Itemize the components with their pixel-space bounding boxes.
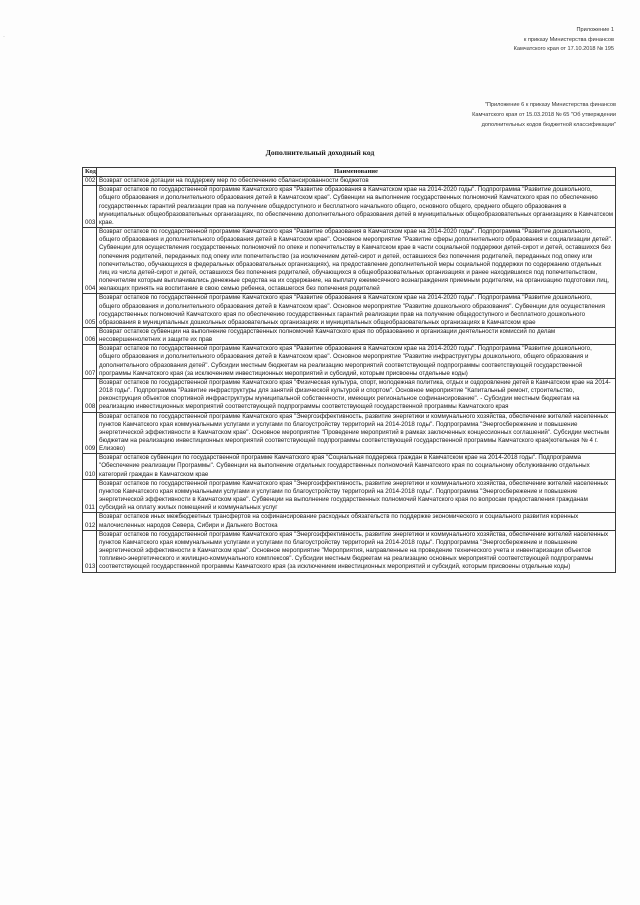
table-row <box>83 186 616 228</box>
row-code: 011 <box>83 479 97 513</box>
row-name: Возврат остатков по государственной программе Камчатского края "Развитие образования в Камчатском крае на 2014-2020 годы". Подпрограмма "Развитие дошкольного, общего образования и дополнительного образования детей в Камчатском крае". Основное мероприятие "Развитие инфраструктуры дошкольного, общего образования и дополнительного образования детей". Субсидии местным бюджетам на реализацию мероприятий соответствующей подпрограммы соответствующей государственной программы Камчатского края (за исключением инвестиционных мероприятий и субсидий, которым присвоены отдельные коды) <box>97 345 616 379</box>
row-code: 002 <box>83 177 97 186</box>
table-row <box>83 454 616 479</box>
row-code: 013 <box>83 530 97 572</box>
row-code: 005 <box>83 294 97 328</box>
table-row <box>83 345 616 379</box>
row-name: Возврат остатков субвенции на выполнение государственных полномочий Камчатского края по образованию и организации деятельности комиссий по делам несовершеннолетних и защите их прав <box>97 327 616 344</box>
row-code: 006 <box>83 327 97 344</box>
table-row <box>83 177 616 186</box>
scan-mark: · <box>3 34 5 40</box>
appendix-line-1: Приложение 1 <box>576 27 614 33</box>
table-body <box>83 177 616 572</box>
table-row <box>83 479 616 513</box>
table-row <box>83 412 616 454</box>
appendix-line-2: к приказу Министерства финансов <box>523 36 614 43</box>
column-header-name: Наименование <box>97 168 616 177</box>
reference-line-3: дополнительных кодов бюджетной классификации" <box>481 122 616 128</box>
row-name: Возврат остатков субвенции по государственной программе Камчатского края "Социальная поддержка граждан в Камчатском крае на 2014-2018 годы". Подпрограмма "Обеспечение реализации Программы". Субвенции на выполнение отдельных государственных полномочий Камчатского края по социальному обслуживанию отдельных категорий граждан в Камчатском крае <box>97 454 616 479</box>
row-name: Возврат остатков по государственной программе Камчатского края "Развитие образования в Камчатском крае на 2014-2020 годы". Подпрограмма "Развитие дошкольного, общего образования и дополнительного образования детей в Камчатском крае". Основное мероприятие "Развитие сферы дополнительного образования и социализации детей". Субвенции для осуществления государственных полномочий по опеке и попечительству в Камчатском крае в части социальной поддержки детей-сирот и детей, оставшихся без попечения родителей, переданных под опеку или попечительство (за исключением детей-сирот и детей, оставшихся без попечения родителей, переданных под опеку или попечительство, обучающихся в федеральных образовательных организациях), на предоставление дополнительной меры социальной поддержки по содержанию отдельных лиц из числа детей-сирот и детей, оставшихся без попечения родителей, обучающихся в общеобразовательных организациях и ранее находившихся под попечительством, попечителям которым выплачивались денежные средства на их содержание, на выплату ежемесячного вознаграждения приемным родителям, на организацию подготовки лиц, желающих принять на воспитание в свою семью ребенка, оставшегося без попечения родителей <box>97 228 616 294</box>
row-code: 010 <box>83 454 97 479</box>
row-code: 012 <box>83 513 97 530</box>
appendix-reference <box>472 100 616 130</box>
row-code: 003 <box>83 186 97 228</box>
row-name: Возврат остатков по государственной программе Камчатского края "Энергоэффективность, развитие энергетики и коммунального хозяйства, обеспечение жителей населенных пунктов Камчатского края коммунальными услугами и услугами по благоустройству территорий на 2014-2018 годы". Подпрограмма "Энергосбережение и повышение энергетической эффективности в Камчатском крае". Основное мероприятие "Проведение мероприятий в рамках заключенных концессионных соглашений". Субсидии местным бюджетам на реализацию инвестиционных мероприятий соответствующей подпрограммы соответствующей государственной программы Камчатского края(котельная № 4 г. Елизово) <box>97 412 616 454</box>
reference-line-2: Камчатского края от 15.03.2018 № 65 "Об утверждении <box>472 112 616 118</box>
table-row <box>83 530 616 572</box>
appendix-header <box>514 26 614 55</box>
table-row <box>83 513 616 530</box>
row-name: Возврат остатков по государственной программе Камчатского края "Развитие образования в Камчатском крае на 2014-2020 годы". Подпрограмма "Развитие дошкольного, общего образования и дополнительного образования детей в Камчатском крае". Субвенции на выполнение государственных полномочий Камчатского края по обеспечению государственных гарантий реализации прав на получение общедоступного и бесплатного начального общего, основного общего, среднего общего образования в муниципальных общеобразовательных организациях, по обеспечению дополнительного образования детей в муниципальных общеобразовательных организациях в Камчатском крае. <box>97 186 616 228</box>
row-name: Возврат остатков по государственной программе Камчатского края "Энергоэффективность, развитие энергетики и коммунального хозяйства, обеспечение жителей населенных пунктов Камчатского края коммунальными услугами и услугами по благоустройству территорий на 2014-2018 годы". Подпрограмма "Энергосбережение и повышение энергетической эффективности в Камчатском крае". Субвенции на выполнение государственных полномочий Камчатского края по вопросам предоставления гражданам субсидий на оплату жилых помещений и коммунальных услуг <box>97 479 616 513</box>
reference-line-1: "Приложение 6 к приказу Министерства финансов <box>484 102 616 108</box>
row-name: Возврат остатков по государственной программе Камчатского края "Развитие образования в Камчатском крае на 2014-2020 годы". Подпрограмма "Развитие дошкольного, общего образования и дополнительного образования детей в Камчатском крае". Основное мероприятие "Развитие дошкольного образования". Субвенции для осуществления государственных полномочий Камчатского края по обеспечению государственных гарантий реализации прав на получение общедоступного и бесплатного дошкольного образования в муниципальных дошкольных образовательных организациях и муниципальных общеобразовательных организациях в Камчатском крае <box>97 294 616 328</box>
row-code: 004 <box>83 228 97 294</box>
table-row <box>83 228 616 294</box>
row-name: Возврат остатков по государственной программе Камчатского края "Физическая культура, спорт, молодежная политика, отдых и оздоровление детей в Камчатском крае на 2014-2018 годы". Подпрограмма "Развитие инфраструктуры для занятий физической культурой и спортом". Основное мероприятие "Капитальный ремонт, строительство, реконструкция объектов спортивной инфраструктуры муниципальной собственности, имеющих региональное софинансирование". - Субсидии местным бюджетам на реализацию инвестиционных мероприятий соответствующей подпрограммы соответствующей государственной программы Камчатского края <box>97 378 616 412</box>
table-header-row <box>83 168 616 177</box>
appendix-line-3: Камчатского края от 17.10.2018 № 195 <box>513 46 614 53</box>
column-header-code: Код <box>83 168 97 177</box>
table-row <box>83 378 616 412</box>
income-codes-table <box>82 167 616 573</box>
row-name: Возврат остатков иных межбюджетных трансфертов на софинансирование расходных обязательств по поддержке экономического и социального развития коренных малочисленных народов Севера, Сибири и Дальнего Востока <box>97 513 616 530</box>
row-code: 009 <box>83 412 97 454</box>
row-name: Возврат остатков дотации на поддержку мер по обеспечению сбалансированности бюджетов <box>97 177 616 186</box>
row-code: 007 <box>83 345 97 379</box>
table-row <box>83 294 616 328</box>
row-code: 008 <box>83 378 97 412</box>
table-row <box>83 327 616 344</box>
row-name: Возврат остатков по государственной программе Камчатского края "Энергоэффективность, развитие энергетики и коммунального хозяйства, обеспечение жителей населенных пунктов Камчатского края коммунальными услугами и услугами по благоустройству территорий на 2014-2018 годы". Подпрограмма "Энергосбережение и повышение энергетической эффективности в Камчатском крае". Основное мероприятие "Мероприятия, направленные на проведение технического учета и инвентаризации объектов топливно-энергетического и жилищно-коммунального комплексов". Субсидии местным бюджетам на реализацию основных мероприятий соответствующей подпрограммы соответствующей государственной программы Камчатского края (за исключением инвестиционных мероприятий и субсидий, которым присвоены отдельные коды) <box>97 530 616 572</box>
document-title: Дополнительный доходный код <box>265 148 375 157</box>
